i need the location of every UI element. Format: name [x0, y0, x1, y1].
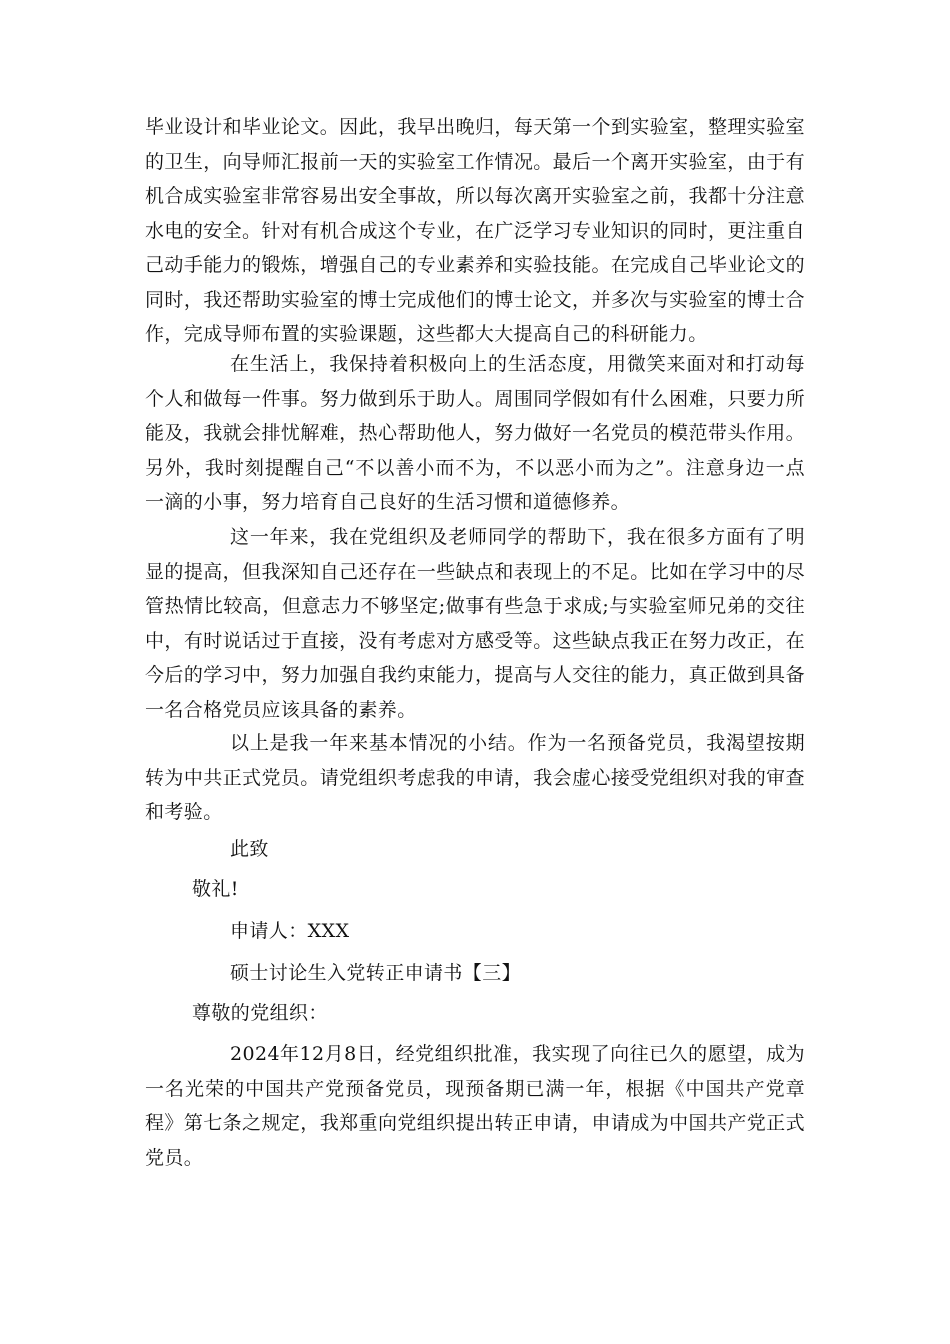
section-title: 硕士讨论生入党转正申请书【三】: [230, 962, 522, 984]
salute-phrase: 敬礼!: [192, 878, 239, 900]
paragraph-life: 在生活上，我保持着积极向上的生活态度，用微笑来面对和打动每个人和做每一件事。努力做到乐于助人。周围同学假如有什么困难，只要力所能及，我就会排忧解难，热心帮助他人，努力做好一名党员的模范带头作用。另外，我时刻提醒自己“不以善小而不为，不以恶小而为之”。注意身边一点一滴的小事，努力培育自己良好的生活习惯和道德修养。: [145, 353, 805, 513]
applicant-signature: 申请人：XXX: [230, 920, 350, 942]
paragraph-summary: 以上是我一年来基本情况的小结。作为一名预备党员，我渴望按期转为中共正式党员。请党组织考虑我的申请，我会虚心接受党组织对我的审查和考验。: [145, 732, 805, 823]
closing-phrase: 此致: [230, 838, 269, 860]
paragraph-intro: 2024年12月8日，经党组织批准，我实现了向往已久的愿望，成为一名光荣的中国共产党预备党员，现预备期已满一年，根据《中国共产党章程》第七条之规定，我郑重向党组织提出转正申请，申请成为中国共产党正式党员。: [145, 1043, 805, 1169]
paragraph-shortcomings: 这一年来，我在党组织及老师同学的帮助下，我在很多方面有了明显的提高，但我深知自己还存在一些缺点和表现上的不足。比如在学习中的尽管热情比较高，但意志力不够坚定;做事有些急于求成;与实验室师兄弟的交往中，有时说话过于直接，没有考虑对方感受等。这些缺点我正在努力改正，在今后的学习中，努力加强自我约束能力，提高与人交往的能力，真正做到具备一名合格党员应该具备的素养。: [145, 526, 805, 721]
paragraph-lab-work: 毕业设计和毕业论文。因此，我早出晚归，每天第一个到实验室，整理实验室的卫生，向导师汇报前一天的实验室工作情况。最后一个离开实验室，由于有机合成实验室非常容易出安全事故，所以每次离开实验室之前，我都十分注意水电的安全。针对有机合成这个专业，在广泛学习专业知识的同时，更注重自己动手能力的锻炼，增强自己的专业素养和实验技能。在完成自己毕业论文的同时，我还帮助实验室的博士完成他们的博士论文，并多次与实验室的博士合作，完成导师布置的实验课题，这些都大大提高自己的科研能力。: [145, 116, 805, 345]
greeting-line: 尊敬的党组织：: [192, 1002, 328, 1024]
